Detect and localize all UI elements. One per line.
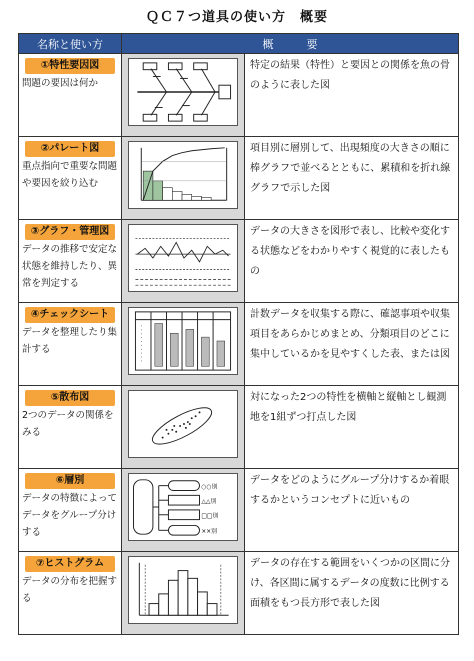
table-row [19,220,459,303]
table-row [19,552,459,635]
tool-description: データの存在する範囲をいくつかの区間に分け、各区間に属するデータの度数に比例する面積をもつ長方形で表した図 [245,552,459,635]
fishbone-diagram-image [129,59,237,125]
tool-name-badge: ⑤散布図 [25,390,115,406]
pareto-chart-image [129,142,237,208]
fishbone-figure [128,58,238,126]
tool-usage: データの特徴によってデータをグループ分けする [22,493,118,538]
control-chart-figure [128,224,238,292]
tool-name-badge: ①特性要因図 [25,58,115,74]
page-title: ＱＣ７つ道具の使い方 概要 [145,10,328,25]
tool-description: 計数データを収集する際に、確認事項や収集項目をあらかじめまとめ、分類項目のどこに集中しているかを見やすくした表、または図 [245,303,459,386]
tool-usage: データの分布を把握する [22,576,118,604]
table-row [19,469,459,552]
header-name-usage: 名称と使い方 [19,34,122,54]
histogram-image [129,557,237,623]
strat-label: ○○別 [201,484,218,491]
strat-label: △△別 [201,499,217,506]
tool-description: 特定の結果（特性）と要因との関係を魚の骨のように表した図 [245,54,459,137]
tool-description: 対になった2つの特性を横軸と縦軸とし観測地を1組ずつ打点した図 [245,386,459,469]
header-overview: 概 要 [122,34,459,54]
stratification-figure [128,473,238,541]
tool-usage: データの推移で安定な状態を維持したり、異常を判定する [22,244,118,289]
histogram-figure [128,556,238,624]
tool-usage: 問題の要因は何か [22,78,99,89]
tool-description: データをどのようにグループ分けするか着眼するかというコンセプトに近いもの [245,469,459,552]
tool-name-badge: ②パレート図 [25,141,115,157]
tool-usage: データを整理したり集計する [22,327,118,355]
scatter-diagram-image [129,391,237,457]
strat-label: ××別 [201,529,218,536]
tool-description: 項目別に層別して、出現頻度の大きさの順に棒グラフで並べるとともに、累積和を折れ線グラフで示した図 [245,137,459,220]
tool-usage: 2つのデータの関係をみる [22,410,114,438]
table-row [19,54,459,137]
stratification-diagram-image [129,474,237,540]
pareto-figure [128,141,238,209]
tool-description: データの大きさを図形で表し、比較や変化する状態などをわかりやすく視覚的に表したもの [245,220,459,303]
tool-usage: 重点指向で重要な問題や要因を絞り込む [22,161,118,189]
tool-name-badge: ⑦ヒストグラム [25,556,115,572]
tool-name-badge: ④チェックシート [25,307,115,323]
table-row [19,137,459,220]
tool-name-badge: ⑥層別 [25,473,115,489]
table-row [19,386,459,469]
qc-tools-table [18,33,459,635]
strat-label: □□別 [201,513,219,520]
table-row [19,303,459,386]
check-sheet-image [129,308,237,374]
tool-name-badge: ③グラフ・管理図 [25,224,115,240]
control-chart-image [129,225,237,291]
scatter-figure [128,390,238,458]
check-sheet-figure [128,307,238,375]
